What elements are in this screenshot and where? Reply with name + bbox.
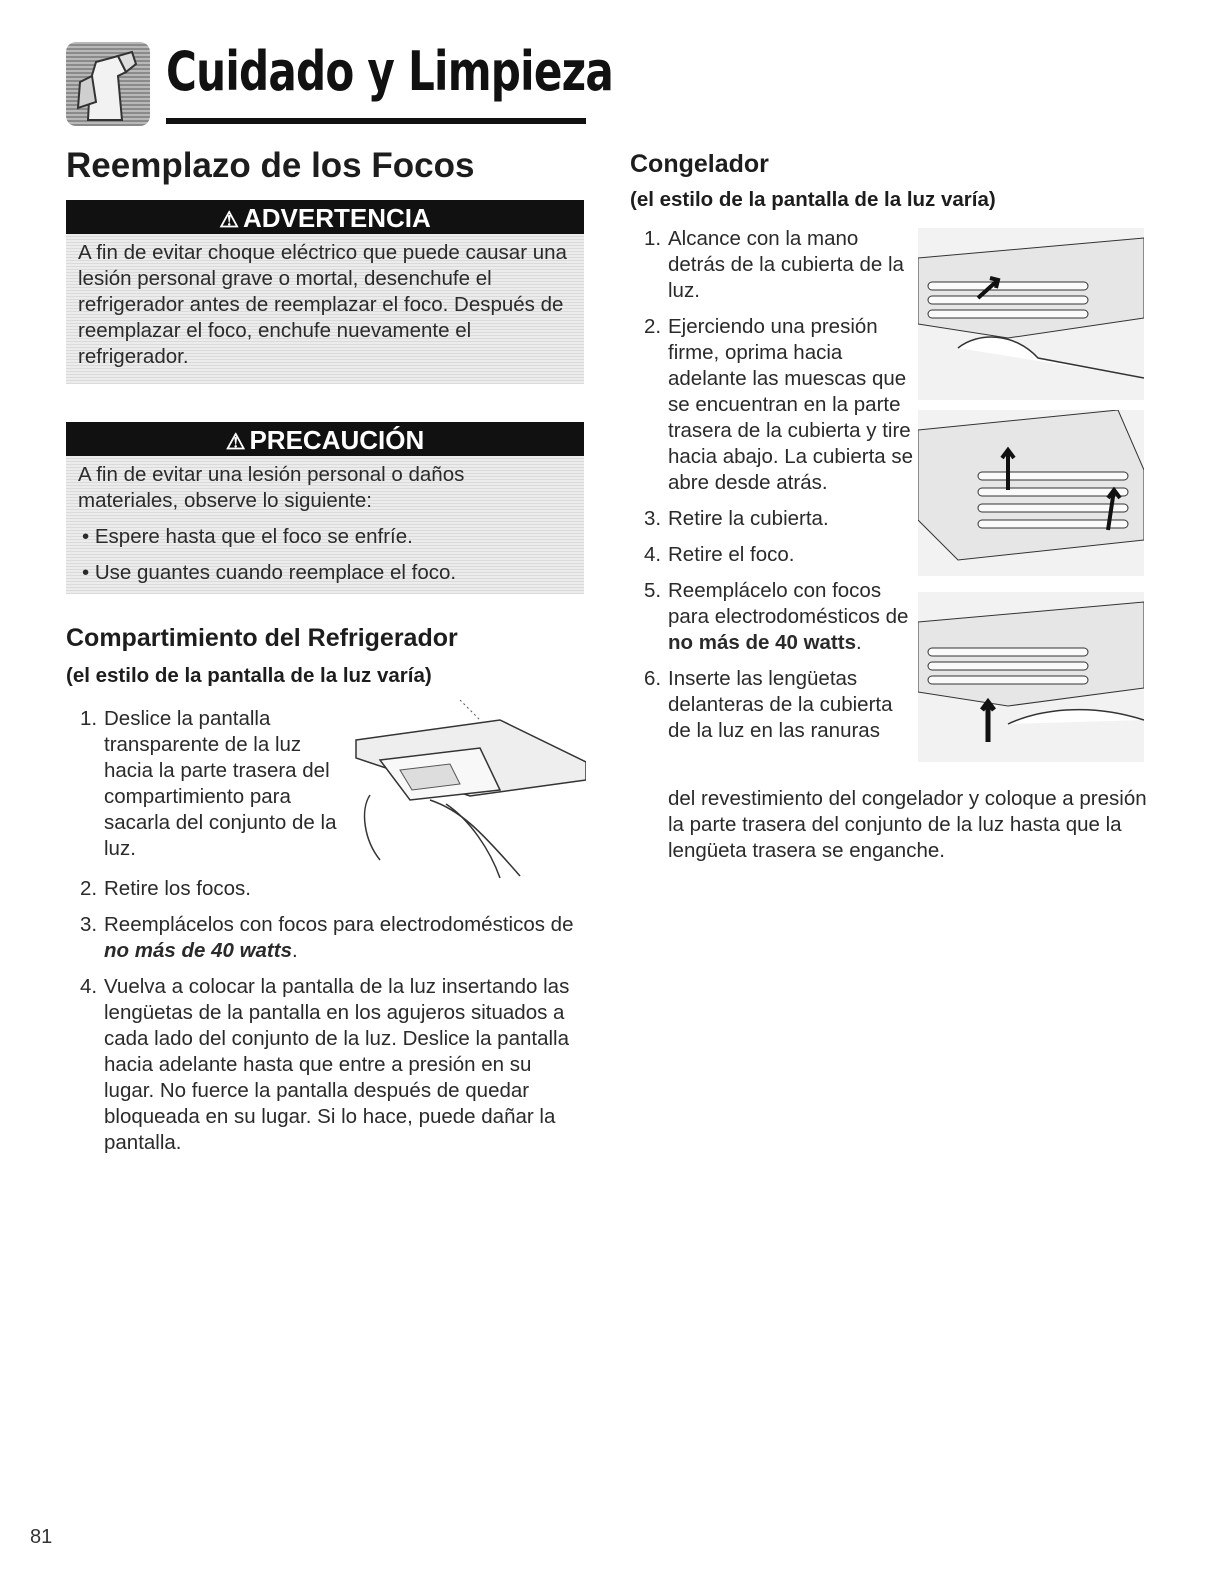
warning-triangle-icon: ⚠ <box>219 207 239 232</box>
warning-header <box>66 200 584 234</box>
caution-bullet: • Espere hasta que el foco se enfríe. <box>82 525 413 548</box>
caution-title: PRECAUCIÓN <box>249 425 425 455</box>
caution-header <box>66 422 584 456</box>
warning-text: A fin de evitar choque eléctrico que puede causar una lesión personal grave o mortal, desenchufe el refrigerador antes de reemplazar el foco. Después de reemplazar el foco, enchufe nuevamente el refrigerador. <box>78 241 567 368</box>
refrigerator-step-4: 4. Vuelva a colocar la pantalla de la luz insertando las lengüetas de la pantalla en los agujeros situados a cada lado del conjunto de la luz. Deslice la pantalla hacia adelante hasta que entre a presión en su lugar. No fuerce la pantalla después de quedar bloqueada en su lugar. Si lo hace, puede dañar la pantalla. <box>80 975 570 1154</box>
section-subtitle-refrigerator: (el estilo de la pantalla de la luz varía) <box>66 664 432 687</box>
section-subtitle-freezer: (el estilo de la pantalla de la luz varía) <box>630 188 996 211</box>
freezer-steps-1-5 <box>630 226 916 754</box>
caution-box <box>66 422 584 594</box>
page-title: Cuidado y Limpieza <box>166 40 614 103</box>
main-heading: Reemplazo de los Focos <box>66 146 475 185</box>
section-title-refrigerator: Compartimiento del Refrigerador <box>66 624 458 652</box>
caution-bullet: • Use guantes cuando reemplace el foco. <box>82 561 457 584</box>
refrigerator-steps-2-4 <box>66 876 586 1166</box>
freezer-illustration-2 <box>918 410 1144 576</box>
refrigerator-step-2: 2. Retire los focos. <box>80 877 251 900</box>
title-rule <box>166 118 586 124</box>
warning-box <box>66 200 584 384</box>
refrigerator-light-illustration <box>350 700 586 880</box>
refrigerator-step-1: 1. Deslice la pantalla transparente de la luz hacia la parte trasera del compartimiento para sacarla del conjunto de la luz. <box>80 707 337 860</box>
freezer-illustration-3 <box>918 592 1144 762</box>
caution-triangle-icon: ⚠ <box>225 429 246 454</box>
warning-title: ADVERTENCIA <box>242 203 431 233</box>
refrigerator-step-3: 3. Reemplácelos con focos para electrodomésticos de no más de 40 watts. <box>80 913 574 962</box>
freezer-step-3: 3. Retire la cubierta. <box>644 507 829 530</box>
freezer-step-6: 6. Inserte las lengüetas delanteras de la cubierta de la luz en las ranuras <box>644 667 893 742</box>
caution-text: A fin de evitar una lesión personal o daños materiales, observe lo siguiente: <box>78 463 465 512</box>
freezer-step-4: 4. Retire el foco. <box>644 543 795 566</box>
freezer-step-2: 2. Ejerciendo una presión firme, oprima hacia adelante las muescas que se encuentran en la parte trasera de la cubierta y tire hacia abajo. La cubierta se abre desde atrás. <box>644 315 914 494</box>
freezer-step-1: 1. Alcance con la mano detrás de la cubierta de la luz. <box>644 227 904 302</box>
section-title-freezer: Congelador <box>630 150 769 178</box>
spray-bottle-icon <box>66 42 150 126</box>
freezer-step-6-continued: del revestimiento del congelador y coloque a presión la parte trasera del conjunto de la luz hasta que la lengüeta trasera se enganche. <box>668 787 1147 862</box>
freezer-step-5: 5. Reemplácelo con focos para electrodomésticos de no más de 40 watts. <box>644 579 909 654</box>
page-number: 81 <box>30 1526 53 1548</box>
freezer-illustration-1 <box>918 228 1144 400</box>
